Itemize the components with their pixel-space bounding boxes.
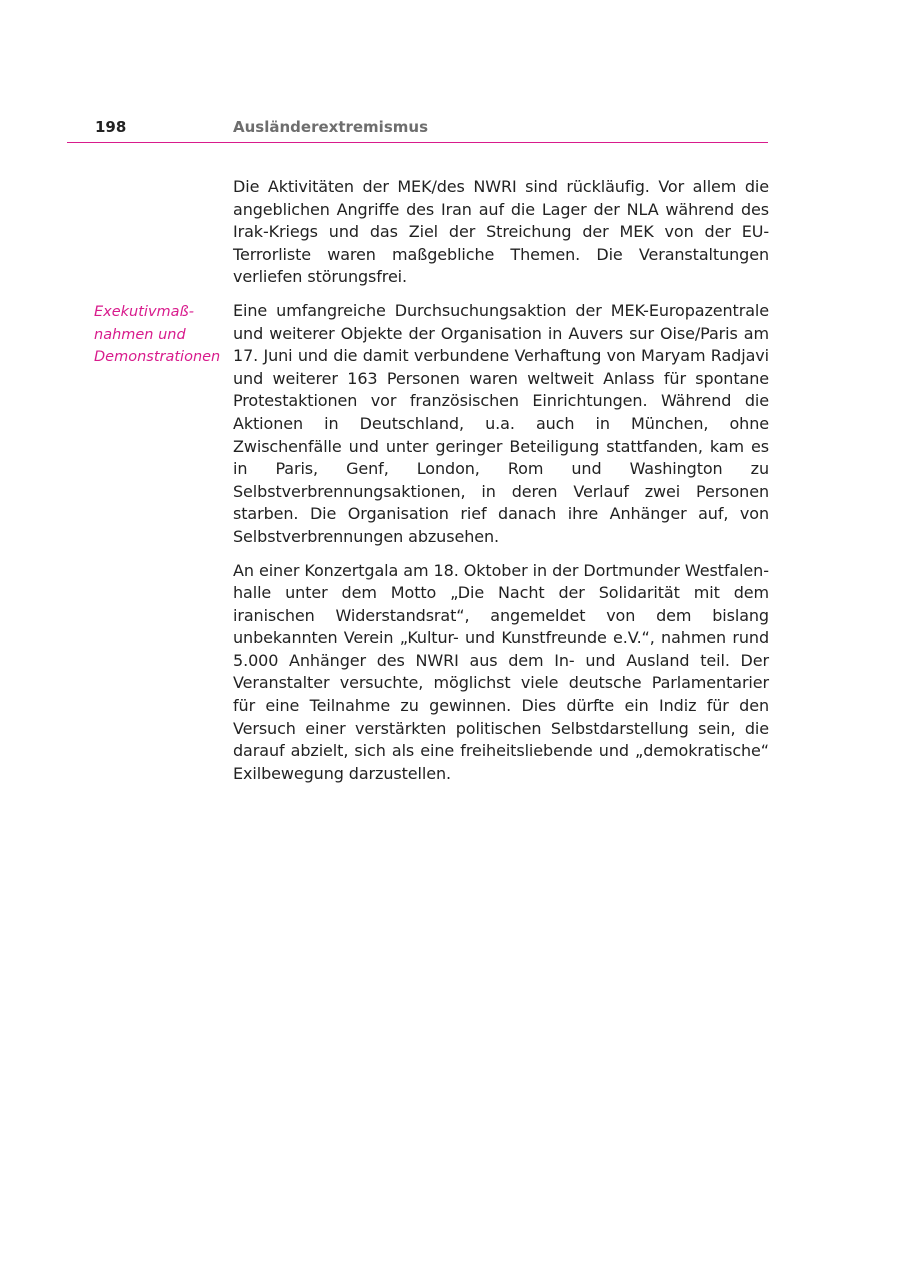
running-title: Ausländerextremismus: [233, 118, 428, 136]
page-header: [67, 116, 768, 143]
margin-note-line: Demonstrationen: [94, 349, 221, 366]
margin-note: [94, 301, 224, 369]
paragraph-executive-measures: Eine umfangreiche Durchsuchungsaktion der MEK-Europazentrale und weiterer Objekte der Organisation in Auvers sur Oise/Paris am 17. Juni und die damit verbundene Verhaftung von Maryam Radjavi und weiterer 163 Personen waren weltweit Anlass für spontane Protestaktionen vor französischen Einrichtungen. Während die Aktionen in Deutschland, u.a. auch in München, ohne Zwischenfälle und unter geringer Beteiligung stattfanden, kam es in Paris, Genf, London, Rom und Washington zu Selbstverbrennungsaktionen, in deren Verlauf zwei Personen starben. Die Organisation rief danach ihre Anhänger auf, von Selbstverbrennungen abzusehen.: [233, 300, 769, 546]
margin-note-line: Exekutivmaß-: [94, 304, 194, 320]
margin-note-line: nahmen und: [94, 326, 186, 343]
body-text: [233, 176, 769, 796]
paragraph-concert-gala: An einer Konzertgala am 18. Oktober in der Dortmunder Westfalenhalle unter dem Motto „Die Nacht der Solidarität mit dem iranischen Widerstandsrat“, angemeldet von dem bislang unbekannten Verein „Kultur- und Kunstfreunde e.V.“, nahmen rund 5.000 Anhänger des NWRI aus dem In- und Ausland teil. Der Veranstalter versuchte, möglichst viele deutsche Parlamentarier für eine Teilnahme zu gewinnen. Dies dürfte ein Indiz für den Versuch einer verstärkten politischen Selbstdarstellung sein, die darauf abzielt, sich als eine freiheitsliebende und „demokratische“ Exilbewegung darzustellen.: [233, 560, 769, 783]
page-number: 198: [95, 118, 127, 136]
paragraph-activities: Die Aktivitäten der MEK/des NWRI sind rückläufig. Vor allem die angeblichen Angriffe des Iran auf die Lager der NLA während des Irak-Kriegs und das Ziel der Streichung der MEK von der EU-Terrorliste waren maßgebliche Themen. Die Veranstaltungen verliefen störungsfrei.: [233, 177, 769, 287]
